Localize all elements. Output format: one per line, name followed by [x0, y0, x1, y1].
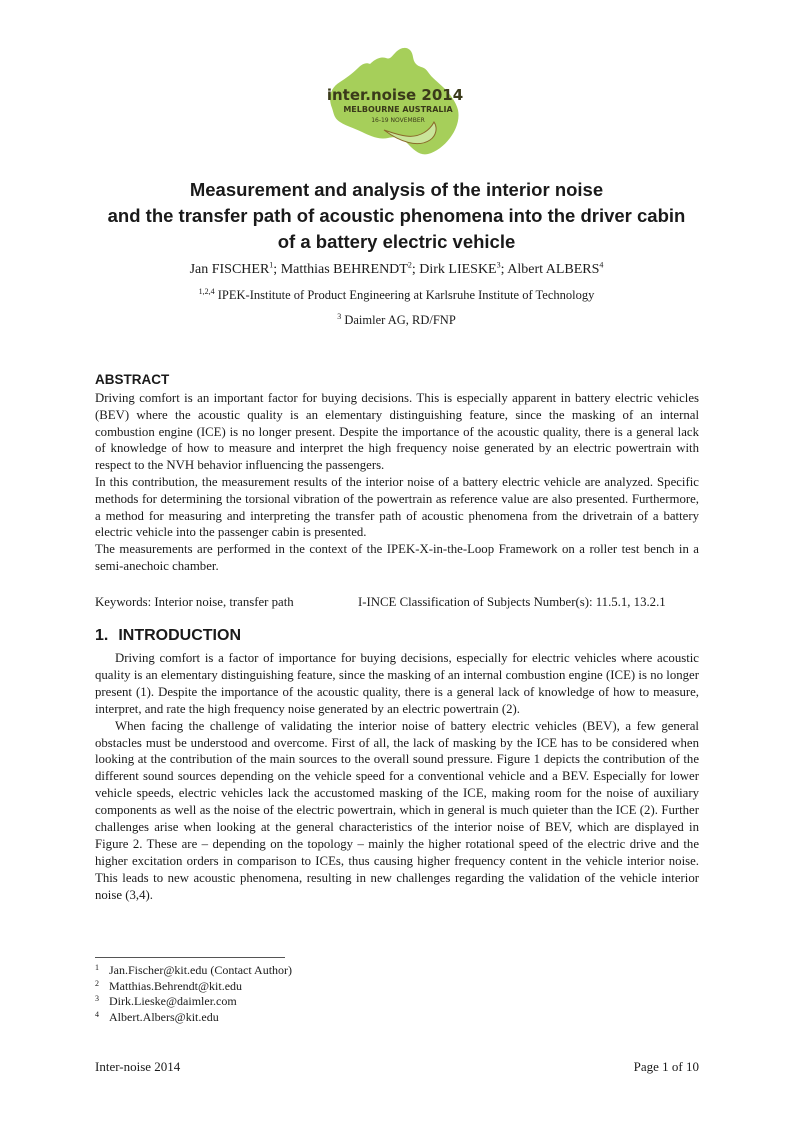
author-separator: ;: [411, 262, 420, 277]
abstract-paragraph: Driving comfort is an important factor for buying decisions. This is especially apparent in battery electric vehicles (BEV) where the acoustic quality is an elementary distinguishing feature, since the masking of an internal combustion engine (ICE) is no longer present. Despite the importance of the acoustic quality, there is a general lack of knowledge of how to measure and interpret the high frequency noise generated by an electric powertrain with respect to the NVH behavior influencing the passengers.: [95, 391, 699, 473]
footnote-divider: [95, 957, 285, 958]
affiliation-text: Daimler AG, RD/FNP: [341, 313, 456, 327]
section-heading-introduction: [95, 627, 241, 645]
footnote-text: Jan.Fischer@kit.edu (Contact Author): [109, 963, 293, 977]
logo-dates-text: 16-19 NOVEMBER: [371, 117, 425, 124]
section-number: 1.: [95, 627, 109, 644]
footnote: [95, 979, 292, 995]
body-paragraph: When facing the challenge of validating the interior noise of battery electric vehicles (BEV), a few general obstacles must be understood and overcome. First of all, the lack of masking by the ICE has to be considered when looking at the contribution of the main sources to the overall sound pressure. Figure 1 depicts the contribution of the different sound sources depending on the vehicle speed for a conventional vehicle and a BEV. Especially for lower vehicle speeds, electric vehicles lack the accustomed masking of the ICE, making room for the noise of auxiliary components as well as the noise of the electric powertrain, which in general is much quieter than the ICE (2). Further challenges arise when looking at the general characteristics of the interior noise of BEV, which are displayed in Figure 2. These are – depending on the topology – mainly the higher rotational speed of the electric drive and the higher excitation orders in comparison to ICEs, thus causing higher frequency content in the vehicle interior noise. This leads to new acoustic phenomena, resulting in new challenges regarding the validation of the vehicle interior noise (3,4).: [95, 718, 699, 902]
section-title: INTRODUCTION: [118, 627, 241, 644]
abstract-body: [95, 390, 699, 575]
australia-map-logo: [310, 38, 480, 168]
footnote: [95, 1010, 292, 1026]
author-separator: ;: [500, 262, 508, 277]
footer-conference: Inter-noise 2014: [95, 1059, 181, 1074]
author-superscript: 4: [599, 260, 604, 270]
abstract-paragraph: In this contribution, the measurement results of the interior noise of a battery electric vehicle are analyzed. Specific methods for determining the torsional vibration of the powertrain as reference value are also presented. Furthermore, a method for measuring and interpreting the transfer path of acoustic phenomena from the drivetrain of a battery electric vehicle into the passenger cabin is presented.: [95, 474, 699, 540]
abstract-paragraph: The measurements are performed in the context of the IPEK-X-in-the-Loop Framework on a roller test bench in a semi-anechoic chamber.: [95, 542, 699, 573]
author-separator: ;: [273, 262, 281, 277]
keywords: Keywords: Interior noise, transfer path: [95, 595, 294, 609]
footnote: [95, 963, 292, 979]
affiliation: [60, 313, 733, 328]
body-paragraph: Driving comfort is a factor of importance for buying decisions, especially for electric vehicles where acoustic quality is an elementary distinguishing feature, since the masking of an internal combustion engine (ICE) is no longer present (1). Despite the importance of the acoustic quality, there is a general lack of knowledge of how to measure, interpret, and rate the high frequency noise generated by an electric powertrain (2).: [95, 651, 699, 716]
footnotes: [95, 963, 292, 1025]
footnote: [95, 994, 292, 1010]
title-line: Measurement and analysis of the interior noise: [189, 179, 604, 200]
title-line: and the transfer path of acoustic phenomena into the driver cabin: [107, 205, 686, 226]
footnote-number: 4: [95, 1009, 99, 1019]
author-superscript: 1: [269, 260, 274, 270]
footer-page-number: Page 1 of 10: [633, 1059, 699, 1074]
affiliation-superscript: 1,2,4: [198, 286, 215, 296]
classification: I-INCE Classification of Subjects Number(s): 11.5.1, 13.2.1: [358, 595, 666, 609]
footnote-number: 1: [95, 963, 99, 972]
paper-title: [60, 177, 733, 255]
footnote-text: Matthias.Behrendt@kit.edu: [109, 978, 243, 993]
author-superscript: 2: [407, 260, 412, 270]
affiliation-text: IPEK-Institute of Product Engineering at Karlsruhe Institute of Technology: [214, 288, 595, 302]
author-list: [60, 262, 733, 278]
author-name: Dirk LIESKE: [419, 262, 497, 277]
introduction-body: [95, 650, 699, 904]
logo-brand-text: inter.noise 2014: [326, 86, 464, 104]
author-name: Jan FISCHER: [189, 262, 270, 277]
author-name: Albert ALBERS: [507, 262, 600, 277]
affiliation: [60, 288, 733, 303]
author-name: Matthias BEHRENDT: [280, 262, 408, 277]
title-line: of a battery electric vehicle: [277, 231, 516, 252]
affiliation-superscript: 3: [337, 311, 342, 321]
footnote-text: Albert.Albers@kit.edu: [109, 1009, 219, 1024]
footnote-number: 2: [95, 978, 99, 988]
author-superscript: 3: [496, 260, 501, 270]
abstract-heading: ABSTRACT: [95, 372, 170, 387]
logo-location-text: MELBOURNE AUSTRALIA: [343, 105, 453, 114]
conference-logo: [310, 38, 480, 168]
footnote-text: Dirk.Lieske@daimler.com: [109, 994, 237, 1008]
footnote-number: 3: [95, 994, 99, 1003]
